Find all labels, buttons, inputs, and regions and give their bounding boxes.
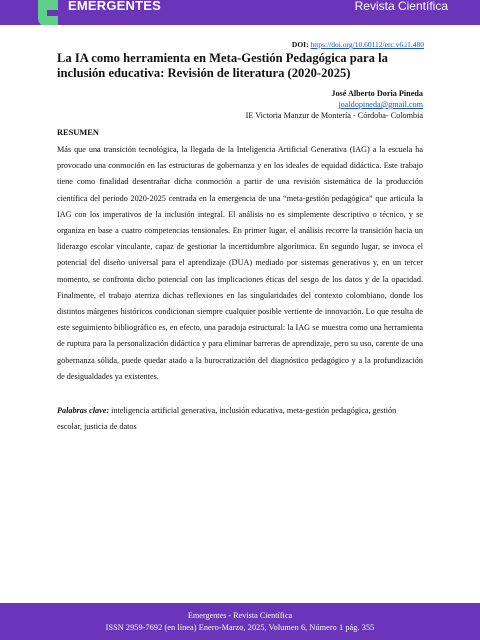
journal-logo-text: EMERGENTES [68, 0, 162, 13]
doi-label: DOI: [291, 40, 309, 49]
footer-journal: Emergentes - Revista Científica [187, 611, 293, 620]
journal-name: Revista Científica [354, 0, 448, 13]
author-name: José Alberto Doria Pineda [331, 89, 423, 98]
journal-header-bar [0, 0, 480, 25]
keywords-label: Palabras clave: [57, 406, 110, 415]
page-footer [0, 603, 480, 640]
abstract-body: Más que una transición tecnológica, la llegada de la Inteligencia Artificial Generativa (IAG) a la escuela ha provocado una conmoción en las estructuras de gobernanza y en los ideales de equidad didáctica. Este trabajo tiene como finalidad desentrañar dicha conmoción a partir de una revisión sistemática de la producción científica del periodo 2020-2025 centrada en la emergencia de una “meta-gestión pedagógica” que articula la IAG con los imperativos de la inclusión integral. El análisis no es simplemente descriptivo o técnico, y se organiza en base a cuatro competencias tensionales. En primer lugar, el análisis recorre la transición hacia un liderazgo escolar vinculante, capaz de gestionar la incertidumbre algorítmica. En segundo lugar, se invoca el potencial del diseño universal para el aprendizaje (DUA) mediado por sistemas generativos y, en un tercer momento, se confronta dicho potencial con las implicaciones éticas del sesgo de los datos y de la opacidad. Finalmente, el trabajo aterriza dichas reflexiones en las singularidades del contexto colombiano, donde los distintos márgenes históricos condicionan siempre cualquier posible vertiente de innovación. Lo que resulta de este seguimiento bibliográfico es, en efecto, una paradoja estructural: la IAG se muestra como una herramienta de ruptura para la personalización didáctica y para eliminar barreras de aprendizaje, pero su uso, carente de una gobernanza sólida, puede quedar atado a la burocratización del diagnóstico pedagógico y a la profundización de desigualdades ya existentes. [57, 145, 423, 381]
author-email-link[interactable]: joaldopineda@gmail.com [338, 100, 423, 109]
article-title: La IA como herramienta en Meta-Gestión Pedagógica para la inclusión educativa: Revisión de literatura (2020-2025) [57, 51, 388, 80]
keywords-paragraph [57, 403, 423, 435]
abstract-heading: RESUMEN [57, 128, 99, 137]
journal-logo-notch [47, 10, 61, 16]
footer-issn: ISSN 2959-7692 (en línea) Enero-Marzo, 2025, Volumen 6, Número 1 pág. 355 [105, 623, 375, 632]
doi-line [292, 40, 424, 49]
author-affiliation: IE Victoria Manzur de Montería - Córdoba- Colombia [245, 111, 423, 120]
doi-link[interactable]: https://doi.org/10.60112/erc.v6.i1.480 [310, 40, 424, 49]
author-block [246, 88, 423, 121]
keywords-text: inteligencia artificial generativa, inclusión educativa, meta-gestión pedagógica, gestión escolar, justicia de datos [57, 406, 397, 432]
